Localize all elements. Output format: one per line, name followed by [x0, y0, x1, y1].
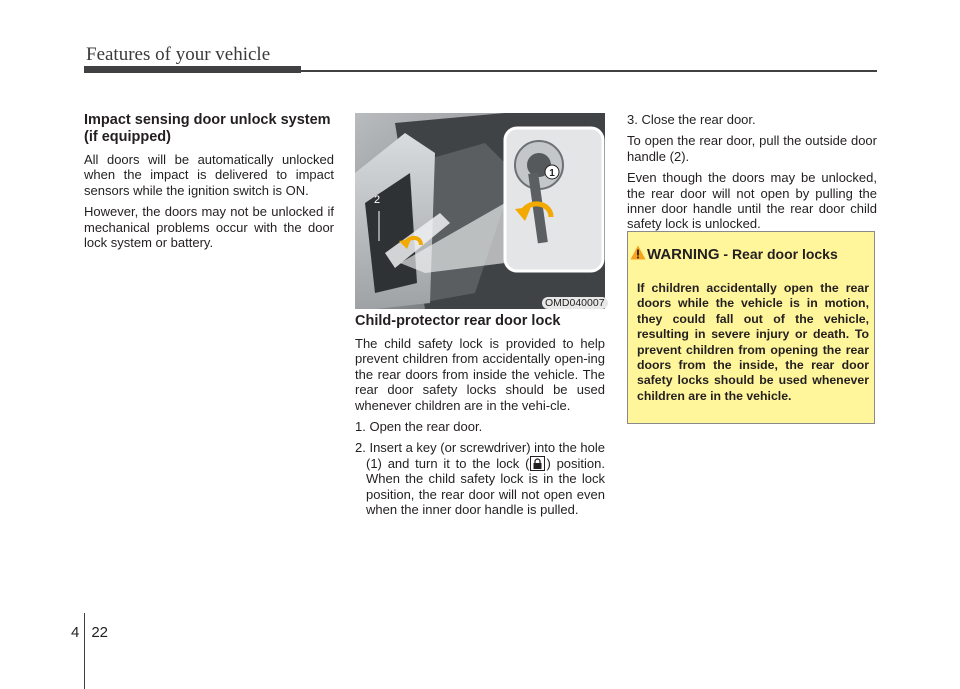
section-number: 4 [71, 624, 80, 641]
page-header-title: Features of your vehicle [86, 44, 271, 65]
figure-code: OMD040007 [542, 297, 608, 309]
impact-paragraph-2: However, the doors may not be unlocked if mechanical problems occur with the door lock system or battery. [84, 204, 334, 251]
child-lock-heading: Child-protector rear door lock [355, 313, 561, 329]
child-lock-section [355, 313, 605, 523]
header-rule-thin [301, 70, 877, 72]
impact-paragraph-1: All doors will be automatically unlocked when the impact is delivered to impact sensors while the ignition switch is ON. [84, 152, 334, 198]
header-rule-thick [84, 66, 301, 73]
figure-callout-2: 2 [374, 194, 381, 206]
warning-title [647, 246, 867, 263]
right-paragraph-1: To open the rear door, pull the outside door handle (2). [627, 133, 877, 164]
child-lock-figure [355, 113, 605, 309]
impact-section [84, 112, 334, 256]
warning-box [627, 231, 875, 424]
page-number [71, 624, 108, 641]
right-paragraph-2: Even though the doors may be unlocked, the rear door will not open by pulling the inner door handle until the rear door child safety lock is unlocked. [627, 170, 877, 232]
child-lock-step-2 [355, 440, 605, 517]
step-2-text-a: 2. Insert a key (or screwdriver) into the hole (1) and turn it to the lock ( [355, 440, 605, 471]
impact-heading: Impact sensing door unlock system (if equipped) [84, 112, 331, 145]
warning-label: WARNING [647, 246, 720, 263]
door-illustration [355, 113, 605, 309]
step-2-text-b: ) position. When the child safety lock is in the lock position, the rear door will not open even when the inner door handle is pulled. [366, 455, 605, 518]
lock-icon [530, 456, 545, 471]
step-3: 3. Close the rear door. [627, 112, 756, 127]
child-lock-step-1: 1. Open the rear door. [355, 419, 483, 435]
right-column [627, 112, 877, 238]
figure-callout-1: 1 [549, 168, 555, 179]
page-number-value: 22 [91, 624, 109, 641]
warning-subtitle: - Rear door locks [719, 246, 838, 262]
warning-triangle-icon [630, 245, 646, 260]
warning-body: If children accidentally open the rear doors while the vehicle is in motion, they could fall out of the vehicle, resulting in severe injury or death. To prevent children from opening the rear doors from the inside, the rear door safety locks should be used whenever children are in the vehicle. [637, 281, 869, 403]
child-lock-intro: The child safety lock is provided to help prevent children from accidentally open-ing the rear doors from inside the vehicle. The rear door safety locks should be used whenever children are in the vehi-cle. [355, 336, 605, 413]
